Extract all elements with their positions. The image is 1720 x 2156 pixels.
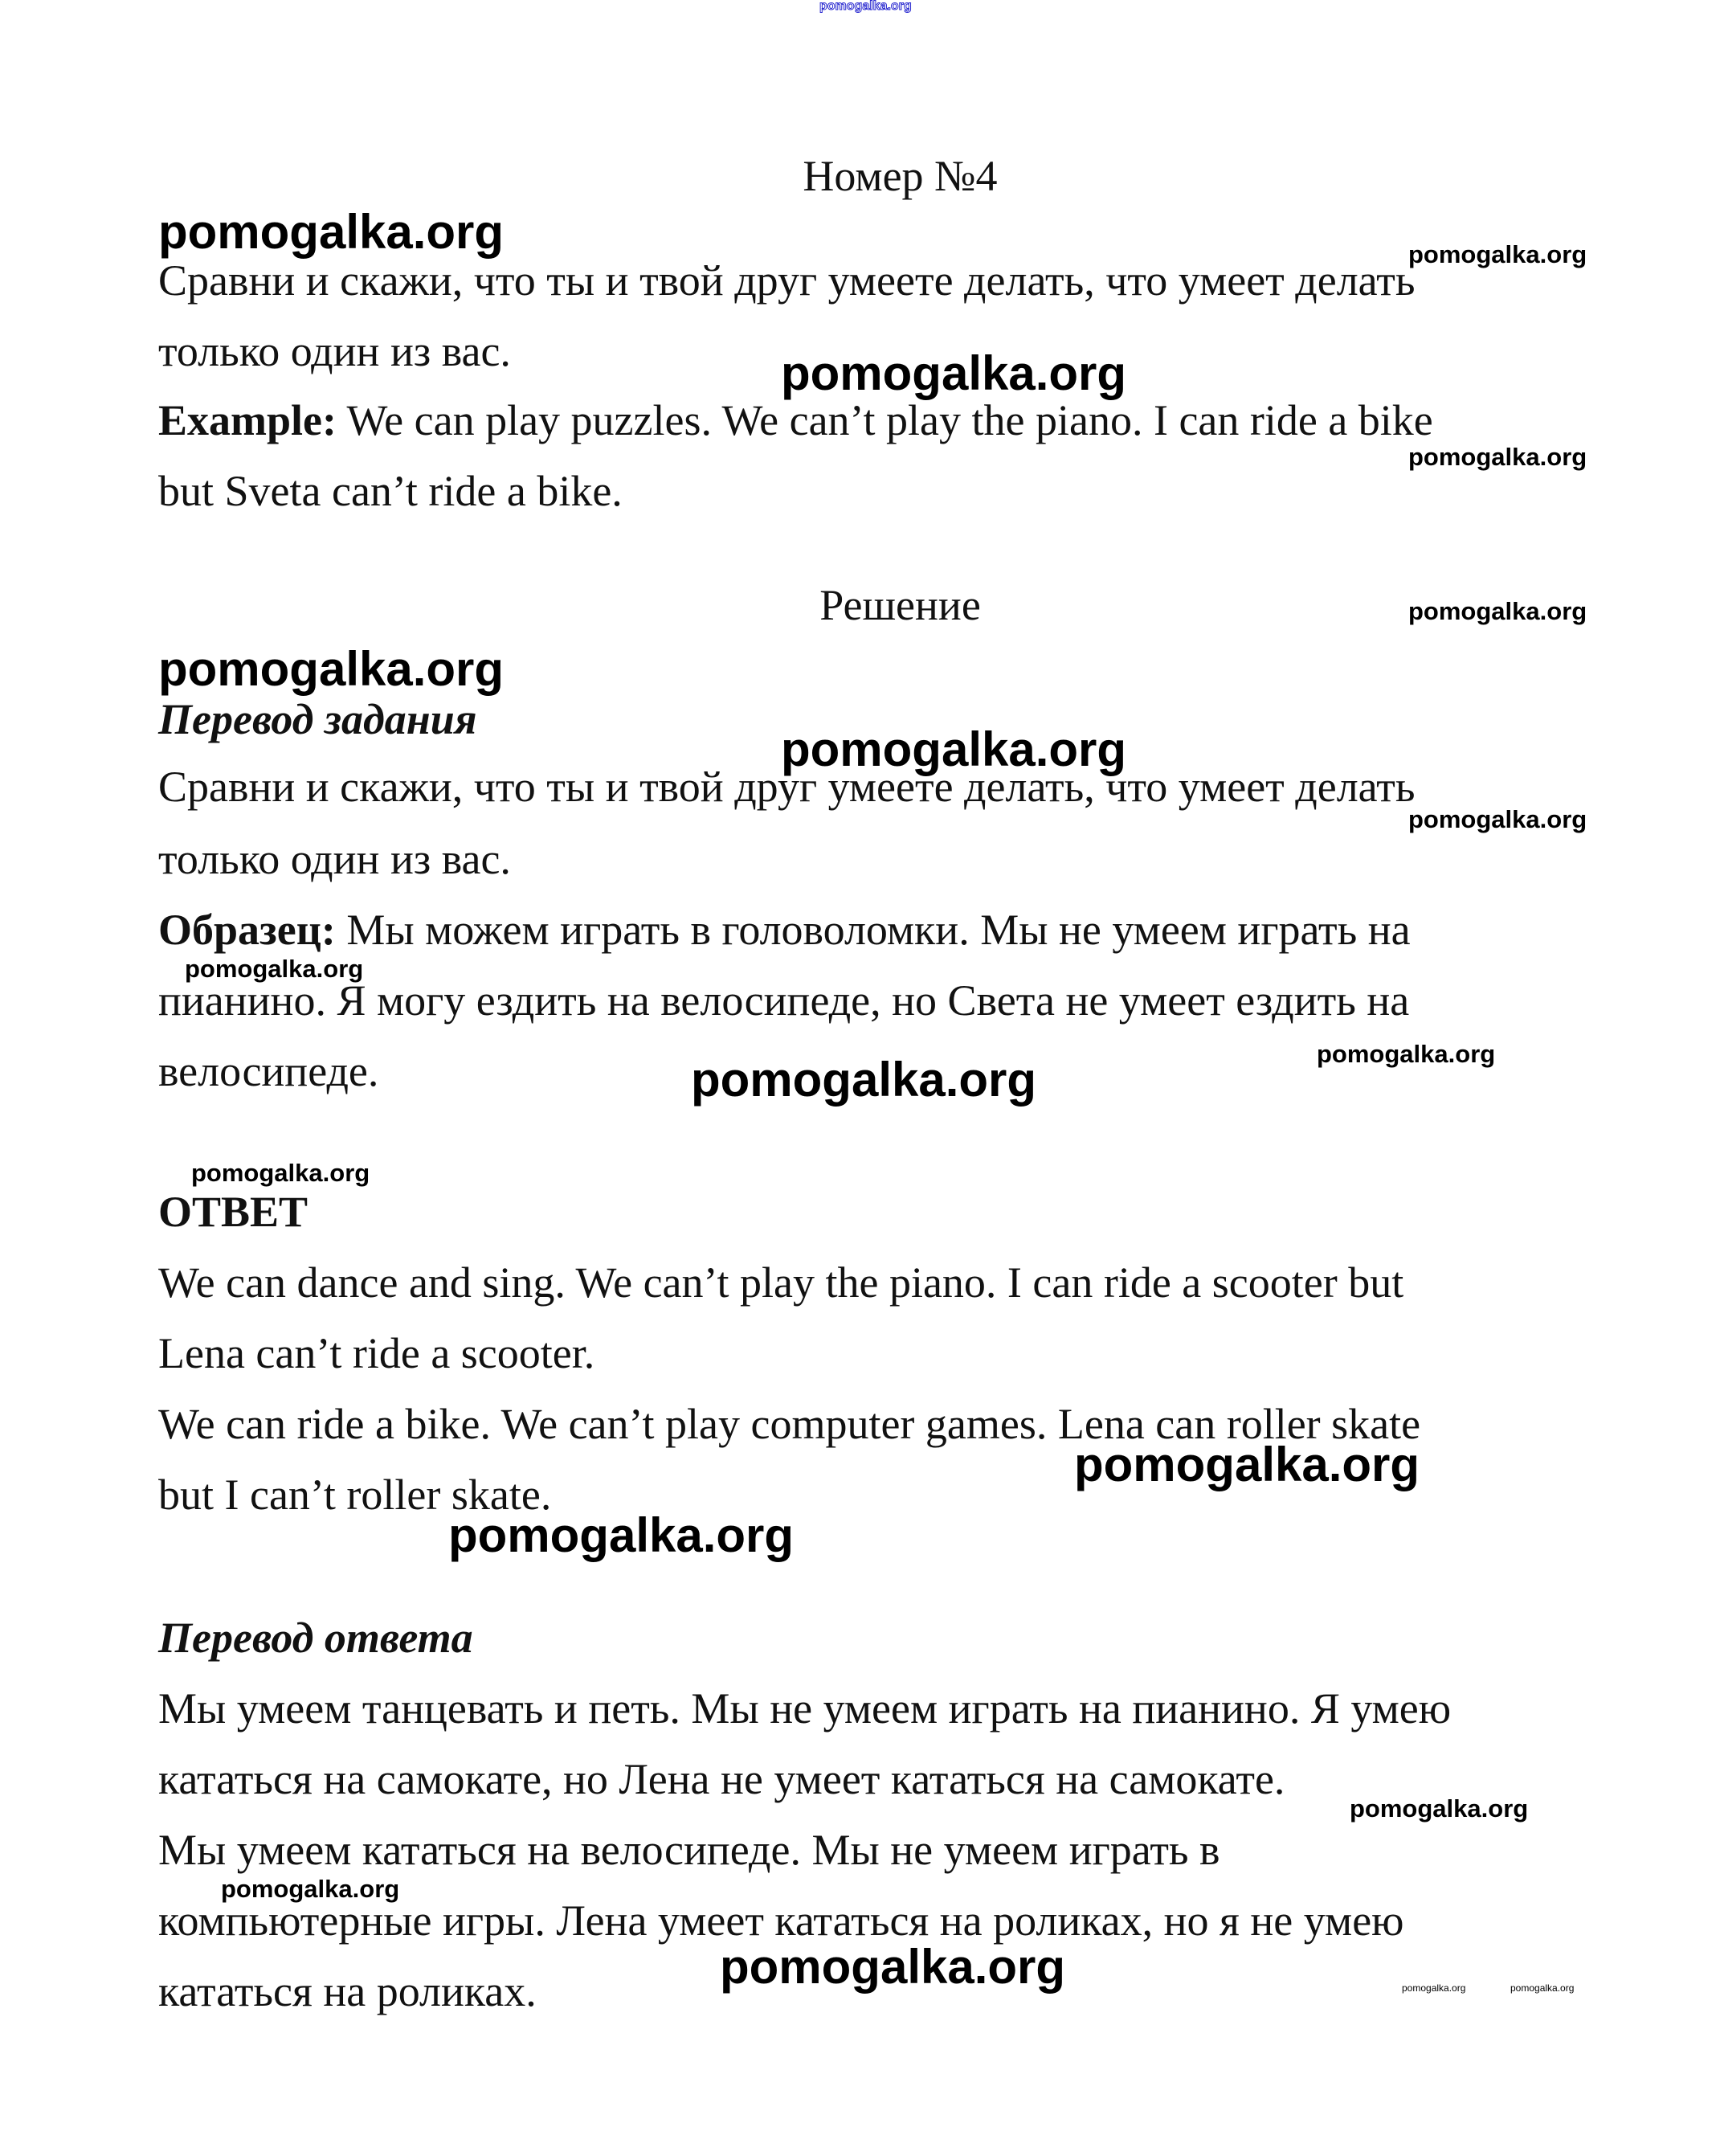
watermark: pomogalka.org [221,1875,400,1903]
watermark: pomogalka.org [1350,1794,1529,1823]
translation-line: Сравни и скажи, что ты и твой друг умеете делать, что умеет делать [158,763,1416,811]
answer-line: but I can’t roller skate. [158,1471,552,1519]
sample-line: пианино. Я могу ездить на велосипеде, но Света не умеет ездить на [158,976,1410,1025]
watermark: pomogalka.org [191,1159,370,1187]
watermark: pomogalka.org [1402,1982,1466,1994]
watermark: pomogalka.org [1074,1438,1420,1491]
watermark: pomogalka.org [1317,1040,1496,1068]
watermark: pomogalka.org [1510,1982,1575,1994]
sample-text: Мы можем играть в головоломки. Мы не умеем играть на [346,906,1411,954]
answer-translation-line: компьютерные игры. Лена умеет кататься на роликах, но я не умею [158,1896,1404,1945]
answer-line: Lena can’t ride a scooter. [158,1329,595,1377]
translation-heading: Перевод задания [158,695,477,743]
task-line: Сравни и скажи, что ты и твой друг умеете делать, что умеет делать [158,256,1416,305]
answer-line: We can ride a bike. We can’t play computer games. Lena can roller skate [158,1400,1421,1448]
answer-line: We can dance and sing. We can’t play the piano. I can ride a scooter but [158,1258,1404,1307]
example-label: Example: [158,396,337,444]
translation-line: только один из вас. [158,835,511,883]
watermark: pomogalka.org [781,722,1127,776]
answer-translation-line: Мы умеем танцевать и петь. Мы не умеем играть на пианино. Я умею [158,1684,1452,1733]
answer-translation-heading: Перевод ответа [158,1614,473,1662]
watermark: pomogalka.org [691,1053,1037,1107]
sample-line [158,906,1411,954]
sample-line: велосипеде. [158,1047,379,1095]
watermark: pomogalka.org [720,1940,1066,1994]
watermark: pomogalka.org [158,205,505,259]
example-line: but Sveta can’t ride a bike. [158,467,623,515]
answer-translation-line: Мы умеем кататься на велосипеде. Мы не умеем играть в [158,1826,1220,1874]
answer-translation-line: кататься на самокате, но Лена не умеет кататься на самокате. [158,1755,1285,1803]
watermark: pomogalka.org [1408,805,1587,833]
watermark: pomogalka.org [819,0,912,13]
answer-heading: ОТВЕТ [158,1188,308,1236]
watermark: pomogalka.org [1408,597,1587,625]
example-text: We can play puzzles. We can’t play the piano. I can ride a bike [346,396,1433,444]
watermark: pomogalka.org [185,955,364,983]
sample-label: Образец: [158,906,336,954]
watermark: pomogalka.org [1408,443,1587,471]
page-title: Номер №4 [803,152,998,200]
watermark: pomogalka.org [1408,240,1587,268]
watermark: pomogalka.org [781,346,1127,400]
watermark: pomogalka.org [158,642,505,696]
watermark: pomogalka.org [448,1508,795,1562]
task-line: только один из вас. [158,327,511,375]
answer-translation-line: кататься на роликах. [158,1967,537,2015]
example-line [158,396,1433,444]
solution-heading: Решение [819,581,981,629]
